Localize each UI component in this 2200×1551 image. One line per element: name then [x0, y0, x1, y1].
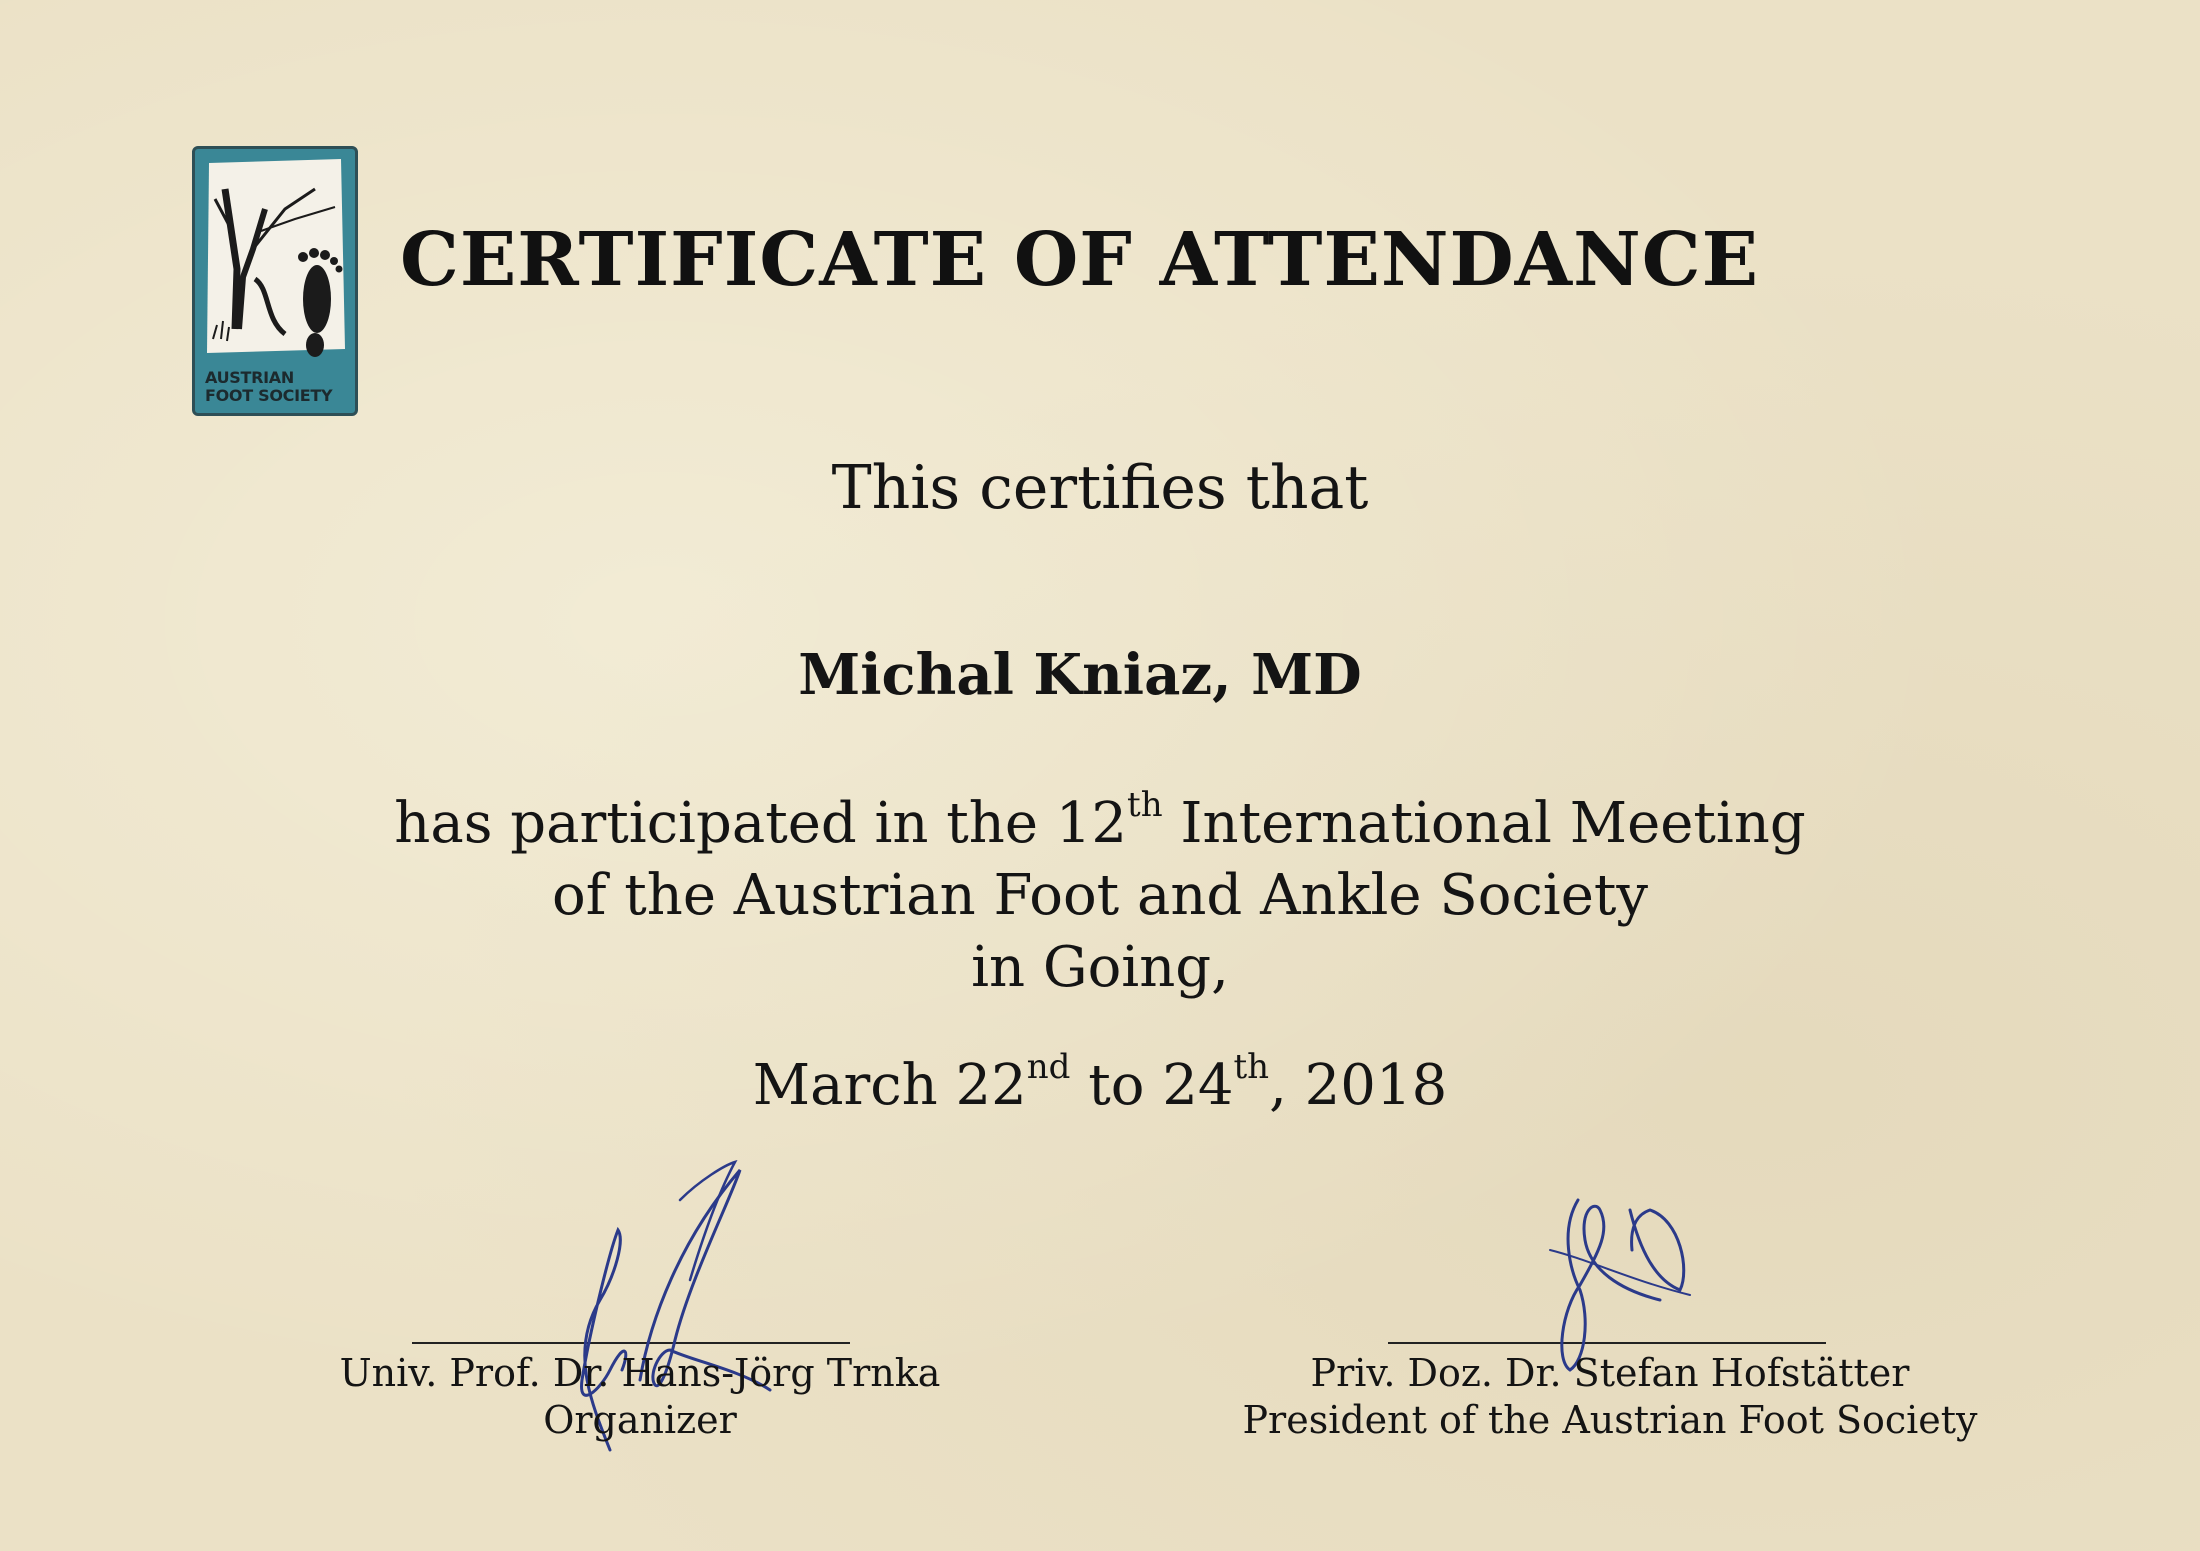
logo-lettering — [205, 369, 355, 405]
date-end-suffix: th — [1233, 1047, 1270, 1088]
logo-line-1: AUSTRIAN — [205, 368, 294, 387]
date-end: to 24 — [1070, 1053, 1234, 1118]
left-signatory-role: Organizer — [543, 1398, 737, 1442]
date-line — [0, 1047, 2200, 1122]
location-line: in Going, — [971, 935, 1229, 1000]
society-line: of the Austrian Foot and Ankle Society — [552, 863, 1648, 928]
right-signatory-name: Priv. Doz. Dr. Stefan Hofstätter — [1310, 1351, 1910, 1395]
date-start-suffix: nd — [1026, 1047, 1071, 1088]
date-start: March 22 — [752, 1053, 1027, 1118]
austrian-foot-society-logo — [192, 146, 358, 416]
date-year: , 2018 — [1269, 1053, 1448, 1118]
left-signature-line — [412, 1342, 850, 1344]
participation-text-before: has participated in the 12 — [394, 791, 1128, 856]
logo-line-2: FOOT SOCIETY — [205, 386, 333, 405]
left-signatory-name: Univ. Prof. Dr. Hans-Jörg Trnka — [339, 1351, 941, 1395]
participation-line — [0, 785, 2200, 860]
right-signature-line — [1388, 1342, 1826, 1344]
certificate-title: CERTIFICATE OF ATTENDANCE — [400, 217, 1760, 303]
recipient-name: Michal Kniaz, MD — [798, 642, 1362, 708]
participation-text-after: International Meeting — [1162, 791, 1806, 856]
certifies-line: This certifies that — [831, 453, 1369, 523]
ordinal-suffix: th — [1127, 785, 1163, 826]
right-signatory-role: President of the Austrian Foot Society — [1242, 1398, 1978, 1442]
